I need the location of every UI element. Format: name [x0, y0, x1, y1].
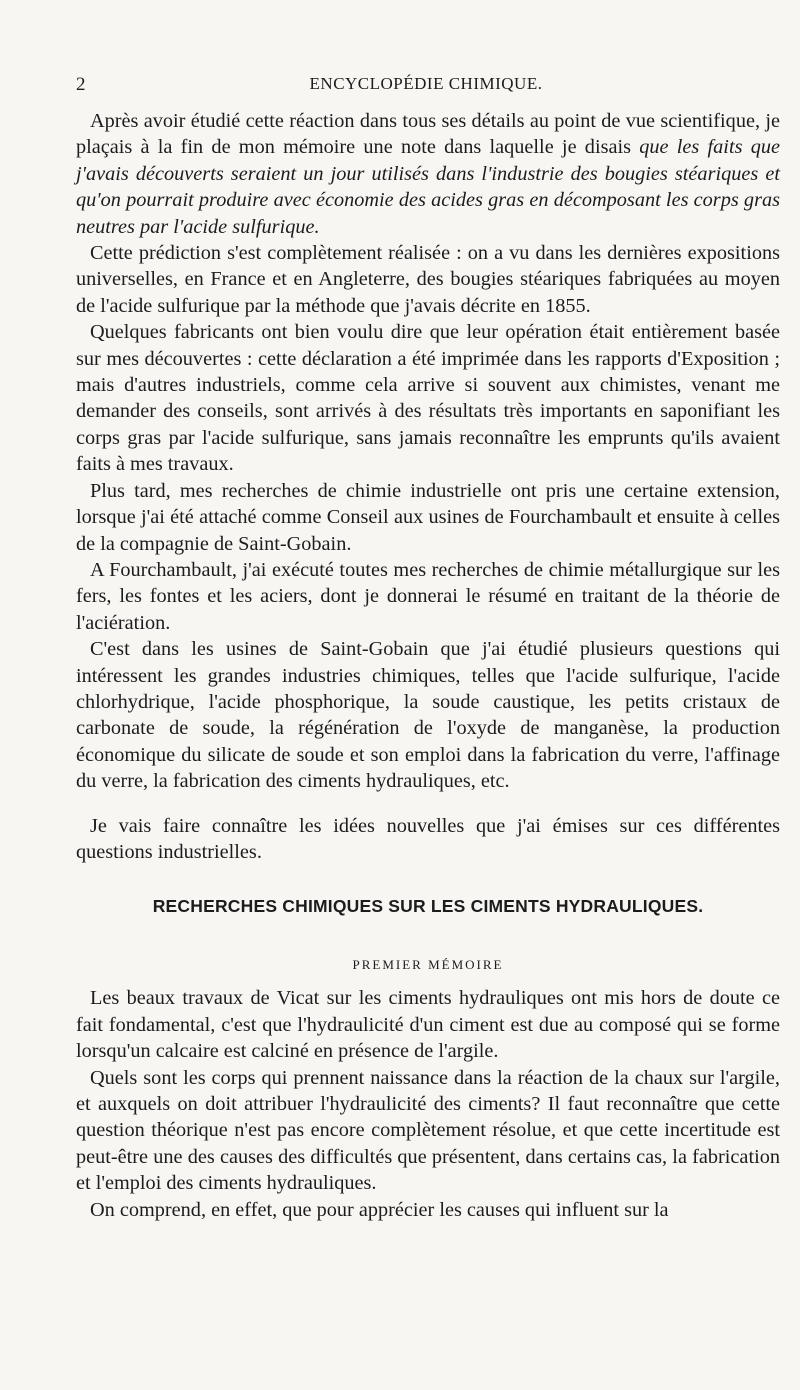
paragraph-3: Quelques fabricants ont bien voulu dire que leur opération était entièrement basée sur mes découvertes : cette déclaration a été imprimée dans les rapports d'Exposition ; mais d'autres industriels, comme cela arrive si souvent aux chimistes, venant me demander des conseils, sont arrivés à des résultats très importants en saponifiant les corps gras par l'acide sulfurique, sans jamais reconnaître les emprunts qu'ils avaient faits à mes travaux.: [76, 321, 780, 476]
paragraph-spacer: [76, 795, 780, 813]
paragraph-7: Je vais faire connaître les idées nouvelles que j'ai émises sur ces différentes questions industrielles.: [76, 814, 780, 863]
paragraph-8: Les beaux travaux de Vicat sur les ciments hydrauliques ont mis hors de doute ce fait fondamental, c'est que l'hydraulicité d'un ciment est due au composé qui se forme lorsqu'un calcaire est calciné en présence de l'argile.: [76, 987, 780, 1063]
paragraph-2: Cette prédiction s'est complètement réalisée : on a vu dans les dernières expositions universelles, en France et en Angleterre, des bougies stéariques fabriquées au moyen de l'acide sulfurique par la méthode que j'avais décrite en 1855.: [76, 242, 780, 317]
paragraph-9: Quels sont les corps qui prennent naissance dans la réaction de la chaux sur l'argile, et auxquels on doit attribuer l'hydraulicité des ciments? Il faut reconnaître que cette question théorique n'est pas encore complètement résolue, et que cette incertitude est peut-être une des causes des difficultés que présentent, dans certains cas, la fabrication et l'emploi des ciments hydrauliques.: [76, 1066, 780, 1195]
paragraph-4: Plus tard, mes recherches de chimie industrielle ont pris une certaine extension, lorsque j'ai été attaché comme Conseil aux usines de Fourchambault et ensuite à celles de la compagnie de Saint-Gobain.: [76, 479, 780, 555]
paragraph-5: A Fourchambault, j'ai exécuté toutes mes recherches de chimie métallurgique sur les fers, les fontes et les aciers, dont je donnerai le résumé en traitant de la théorie de l'aciération.: [76, 558, 780, 634]
page-header: [76, 74, 776, 102]
paragraph-1-italic-quote: que les faits que j'avais découverts seraient un jour utilisés dans l'industrie des bougies stéariques et qu'on pourrait produire avec économie des acides gras en décomposant les corps gras neutres par l'acide sulfurique.: [76, 136, 780, 238]
paragraph-1: [76, 108, 780, 240]
running-title: ENCYCLOPÉDIE CHIMIQUE.: [309, 74, 543, 93]
subsection-title: PREMIER MÉMOIRE: [352, 957, 504, 973]
paragraph-10: On comprend, en effet, que pour apprécier les causes qui influent sur la: [90, 1198, 669, 1221]
paragraph-1-text: Après avoir étudié cette réaction dans tous ses détails au point de vue scientifique, je plaçais à la fin de mon mémoire une note dans laquelle je disais: [76, 110, 780, 159]
section-title: RECHERCHES CHIMIQUES SUR LES CIMENTS HYDRAULIQUES.: [152, 896, 704, 917]
body-text: [76, 108, 780, 1223]
paragraph-6: C'est dans les usines de Saint-Gobain que j'ai étudié plusieurs questions qui intéressent les grandes industries chimiques, telles que l'acide sulfurique, l'acide chlorhydrique, l'acide phosphorique, la soude caustique, les petits cristaux de carbonate de soude, la régénération de l'oxyde de manganèse, la production économique du silicate de soude et son emploi dans la fabrication du verre, l'affinage du verre, la fabrication des ciments hydrauliques, etc.: [76, 638, 780, 793]
page-number: 2: [76, 74, 86, 95]
